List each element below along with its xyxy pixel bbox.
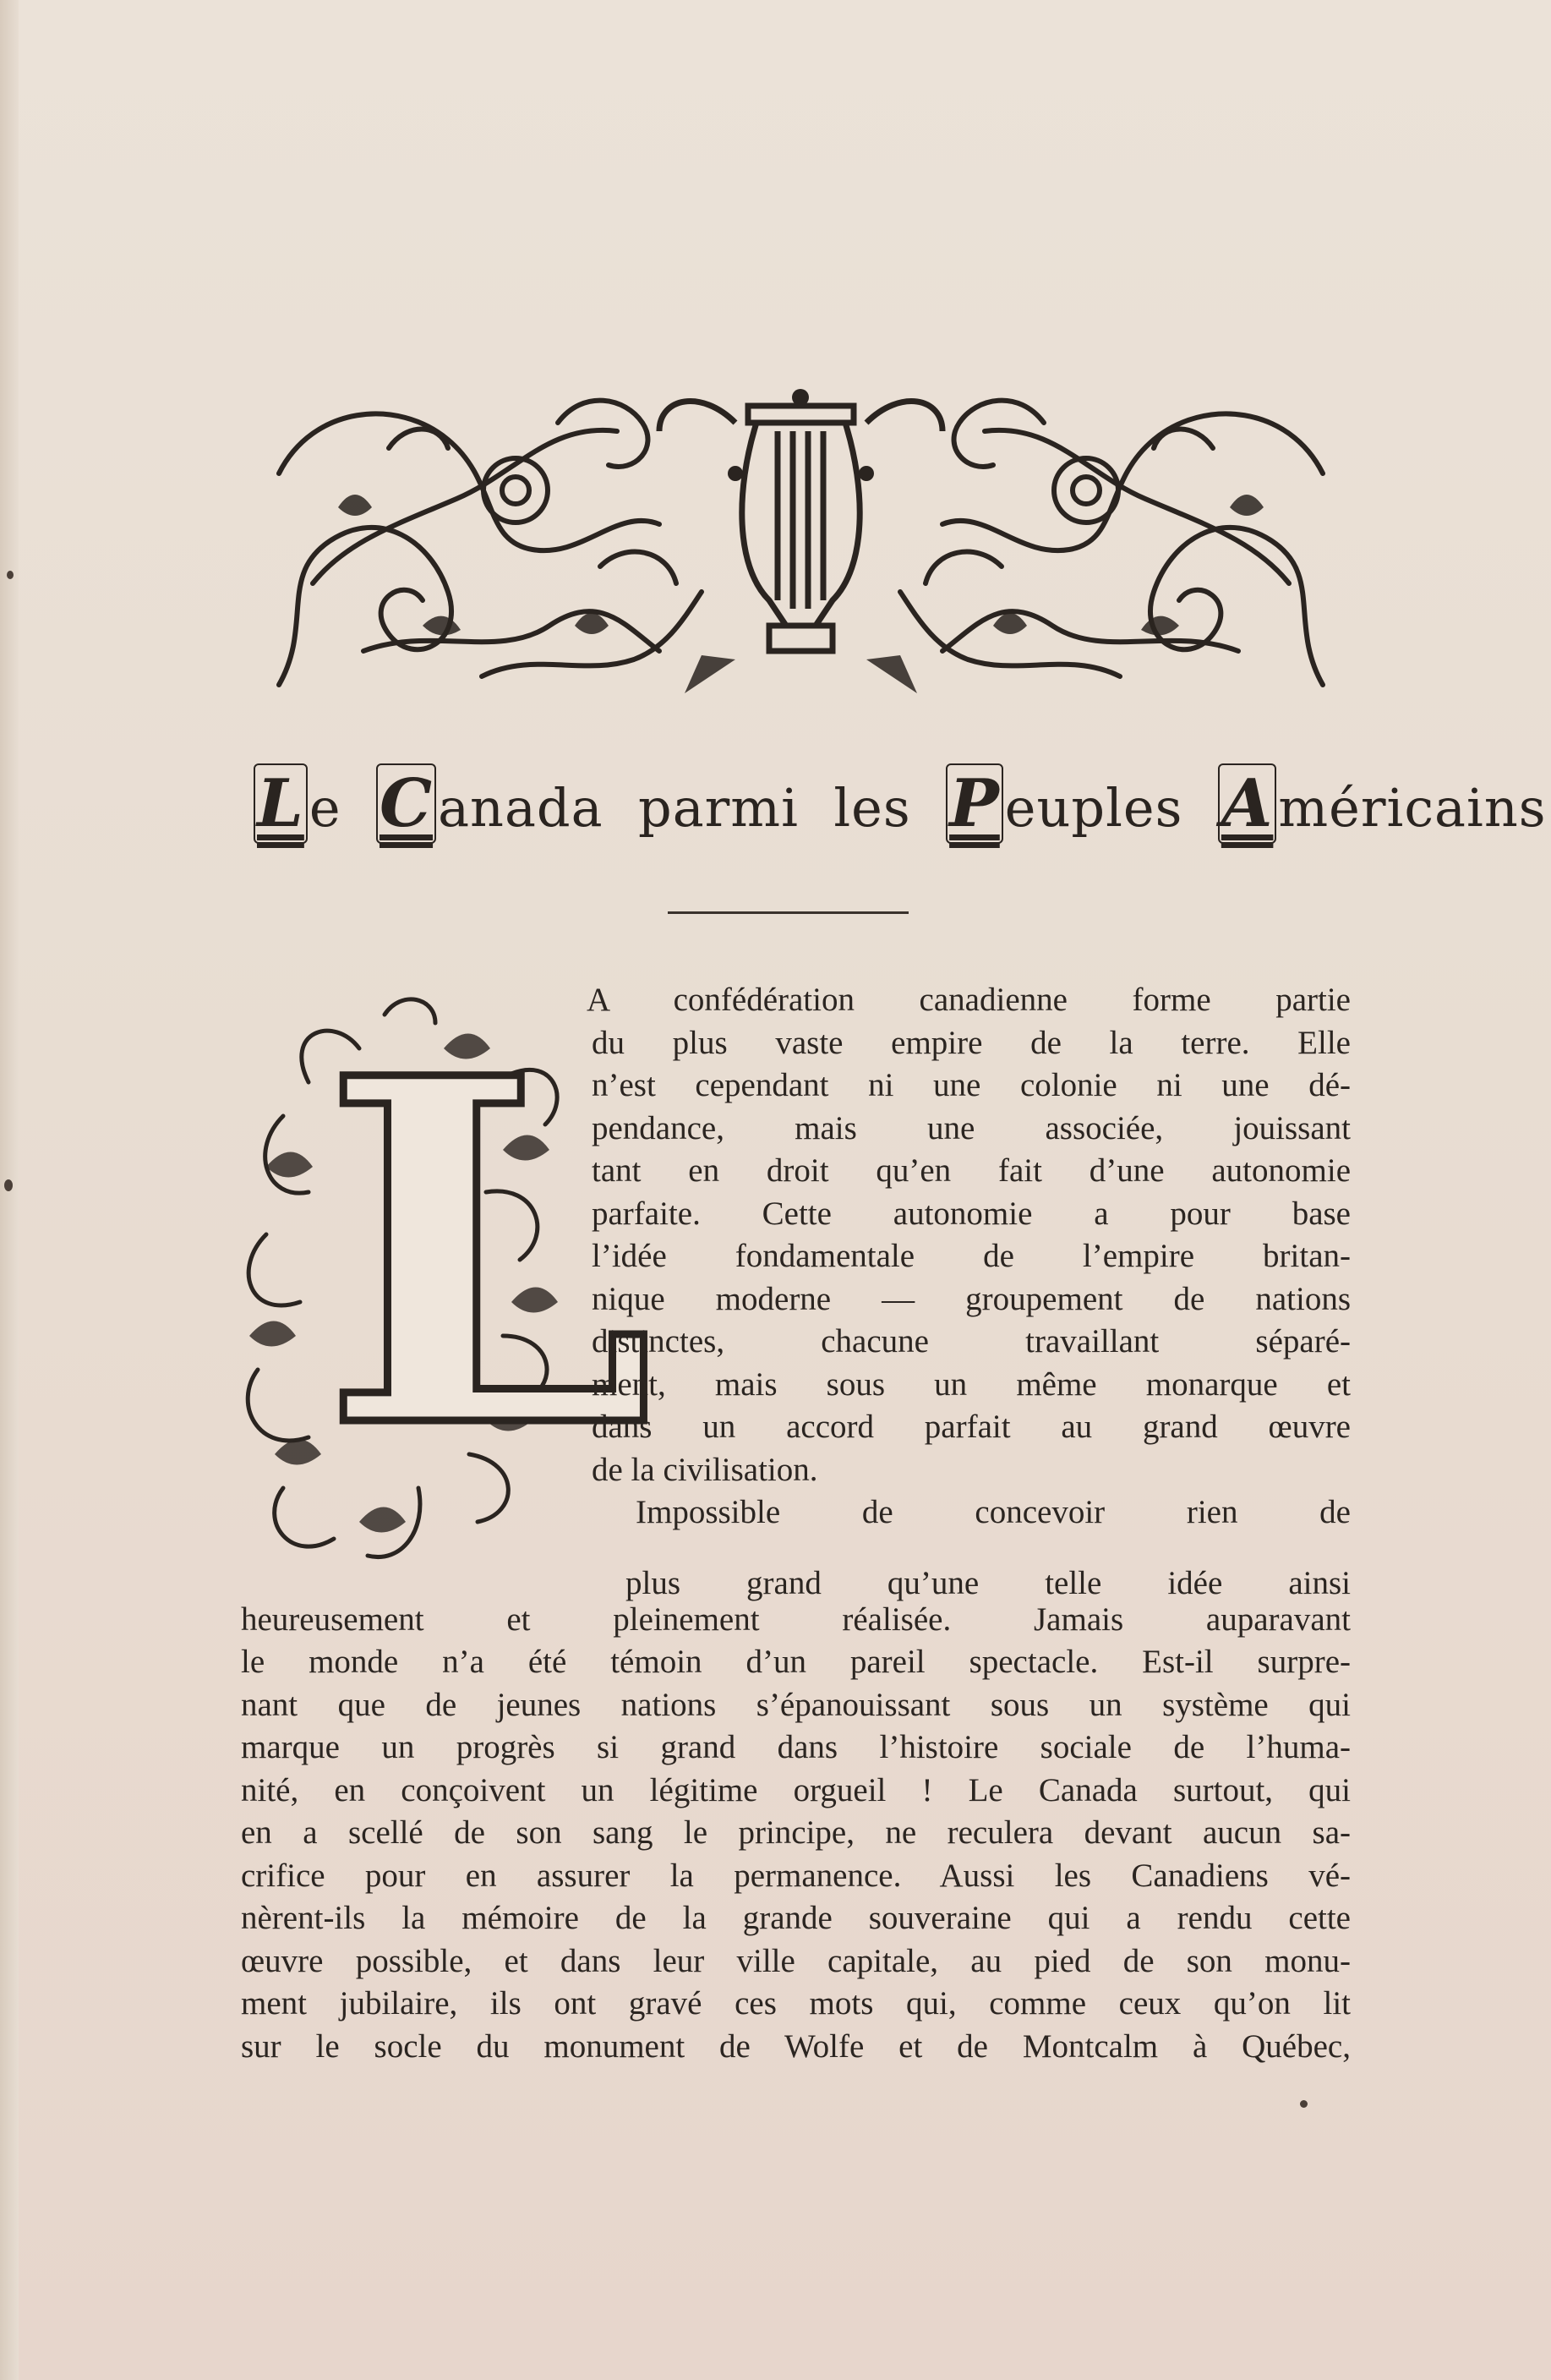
- title-word-2: Canada: [376, 777, 603, 839]
- text-line: le monde n’a été témoin d’un pareil spectacle. Est-il surpre-: [241, 1644, 1351, 1680]
- text-line: ment, mais sous un même monarque et: [592, 1365, 1351, 1403]
- text-line: n’est cependant ni une colonie ni une dé-: [592, 1067, 1351, 1103]
- text-line: distinctes, chacune travaillant séparé-: [592, 1323, 1351, 1360]
- text-line: pendance, mais une associée, jouissant: [592, 1109, 1351, 1146]
- paper-speck: [1300, 2100, 1308, 2108]
- text-line: nèrent-ils la mémoire de la grande souveraine qui a rendu cette: [241, 1900, 1351, 1936]
- text-line: nant que de jeunes nations s’épanouissant sous un système qui: [241, 1686, 1351, 1723]
- text-line: nité, en conçoivent un légitime orgueil ! Le Canada surtout, qui: [241, 1771, 1351, 1808]
- text-line: de la civilisation.: [592, 1451, 818, 1488]
- title-word-6: Américains: [1218, 777, 1547, 839]
- paragraph-2: [241, 1565, 1351, 2068]
- text-line: nique moderne — groupement de nations: [592, 1280, 1351, 1317]
- text-line: œuvre possible, et dans leur ville capitale, au pied de son monu-: [241, 1942, 1351, 1979]
- text-line: en a scellé de son sang le principe, ne reculera devant aucun sa-: [241, 1814, 1351, 1851]
- text-line: heureusement et pleinement réalisée. Jamais auparavant: [241, 1600, 1351, 1638]
- paper-speck: [4, 1179, 13, 1191]
- floral-initial-ornament-icon: [232, 977, 654, 1573]
- title-word-1: Le: [254, 777, 341, 839]
- text-line: sur le socle du monument de Wolfe et de Montcalm à Québec,: [241, 2027, 1351, 2065]
- text-line: parfaite. Cette autonomie a pour base: [592, 1195, 1351, 1232]
- text-line: ment jubilaire, ils ont gravé ces mots qui, comme ceux qu’on lit: [241, 1985, 1351, 2022]
- paper-speck: [7, 571, 14, 579]
- text-line: plus grand qu’une telle idée ainsi: [625, 1565, 1351, 1601]
- title-word-5: Peuples: [946, 777, 1182, 839]
- text-line: l’idée fondamentale de l’empire britan-: [592, 1238, 1351, 1274]
- chapter-title: [254, 765, 1547, 842]
- title-rule: [668, 911, 909, 914]
- text-line: Impossible de concevoir rien de: [636, 1494, 1351, 1530]
- lyre-scroll-ornament-icon: [262, 372, 1340, 702]
- text-line: du plus vaste empire de la terre. Elle: [592, 1024, 1351, 1061]
- text-line: marque un progrès si grand dans l’histoire sociale de l’huma-: [241, 1729, 1351, 1765]
- text-line: tant en droit qu’en fait d’une autonomie: [592, 1152, 1351, 1189]
- text-line: dans un accord parfait au grand œuvre: [592, 1409, 1351, 1445]
- title-word-3: parmi: [638, 777, 799, 839]
- text-line: A confédération canadienne forme partie: [587, 982, 1351, 1018]
- text-line: crifice pour en assurer la permanence. Aussi les Canadiens vé-: [241, 1857, 1351, 1894]
- drop-cap-letter: L: [321, 977, 654, 1533]
- paragraph-1: [587, 979, 1351, 1535]
- title-word-4: les: [833, 777, 911, 839]
